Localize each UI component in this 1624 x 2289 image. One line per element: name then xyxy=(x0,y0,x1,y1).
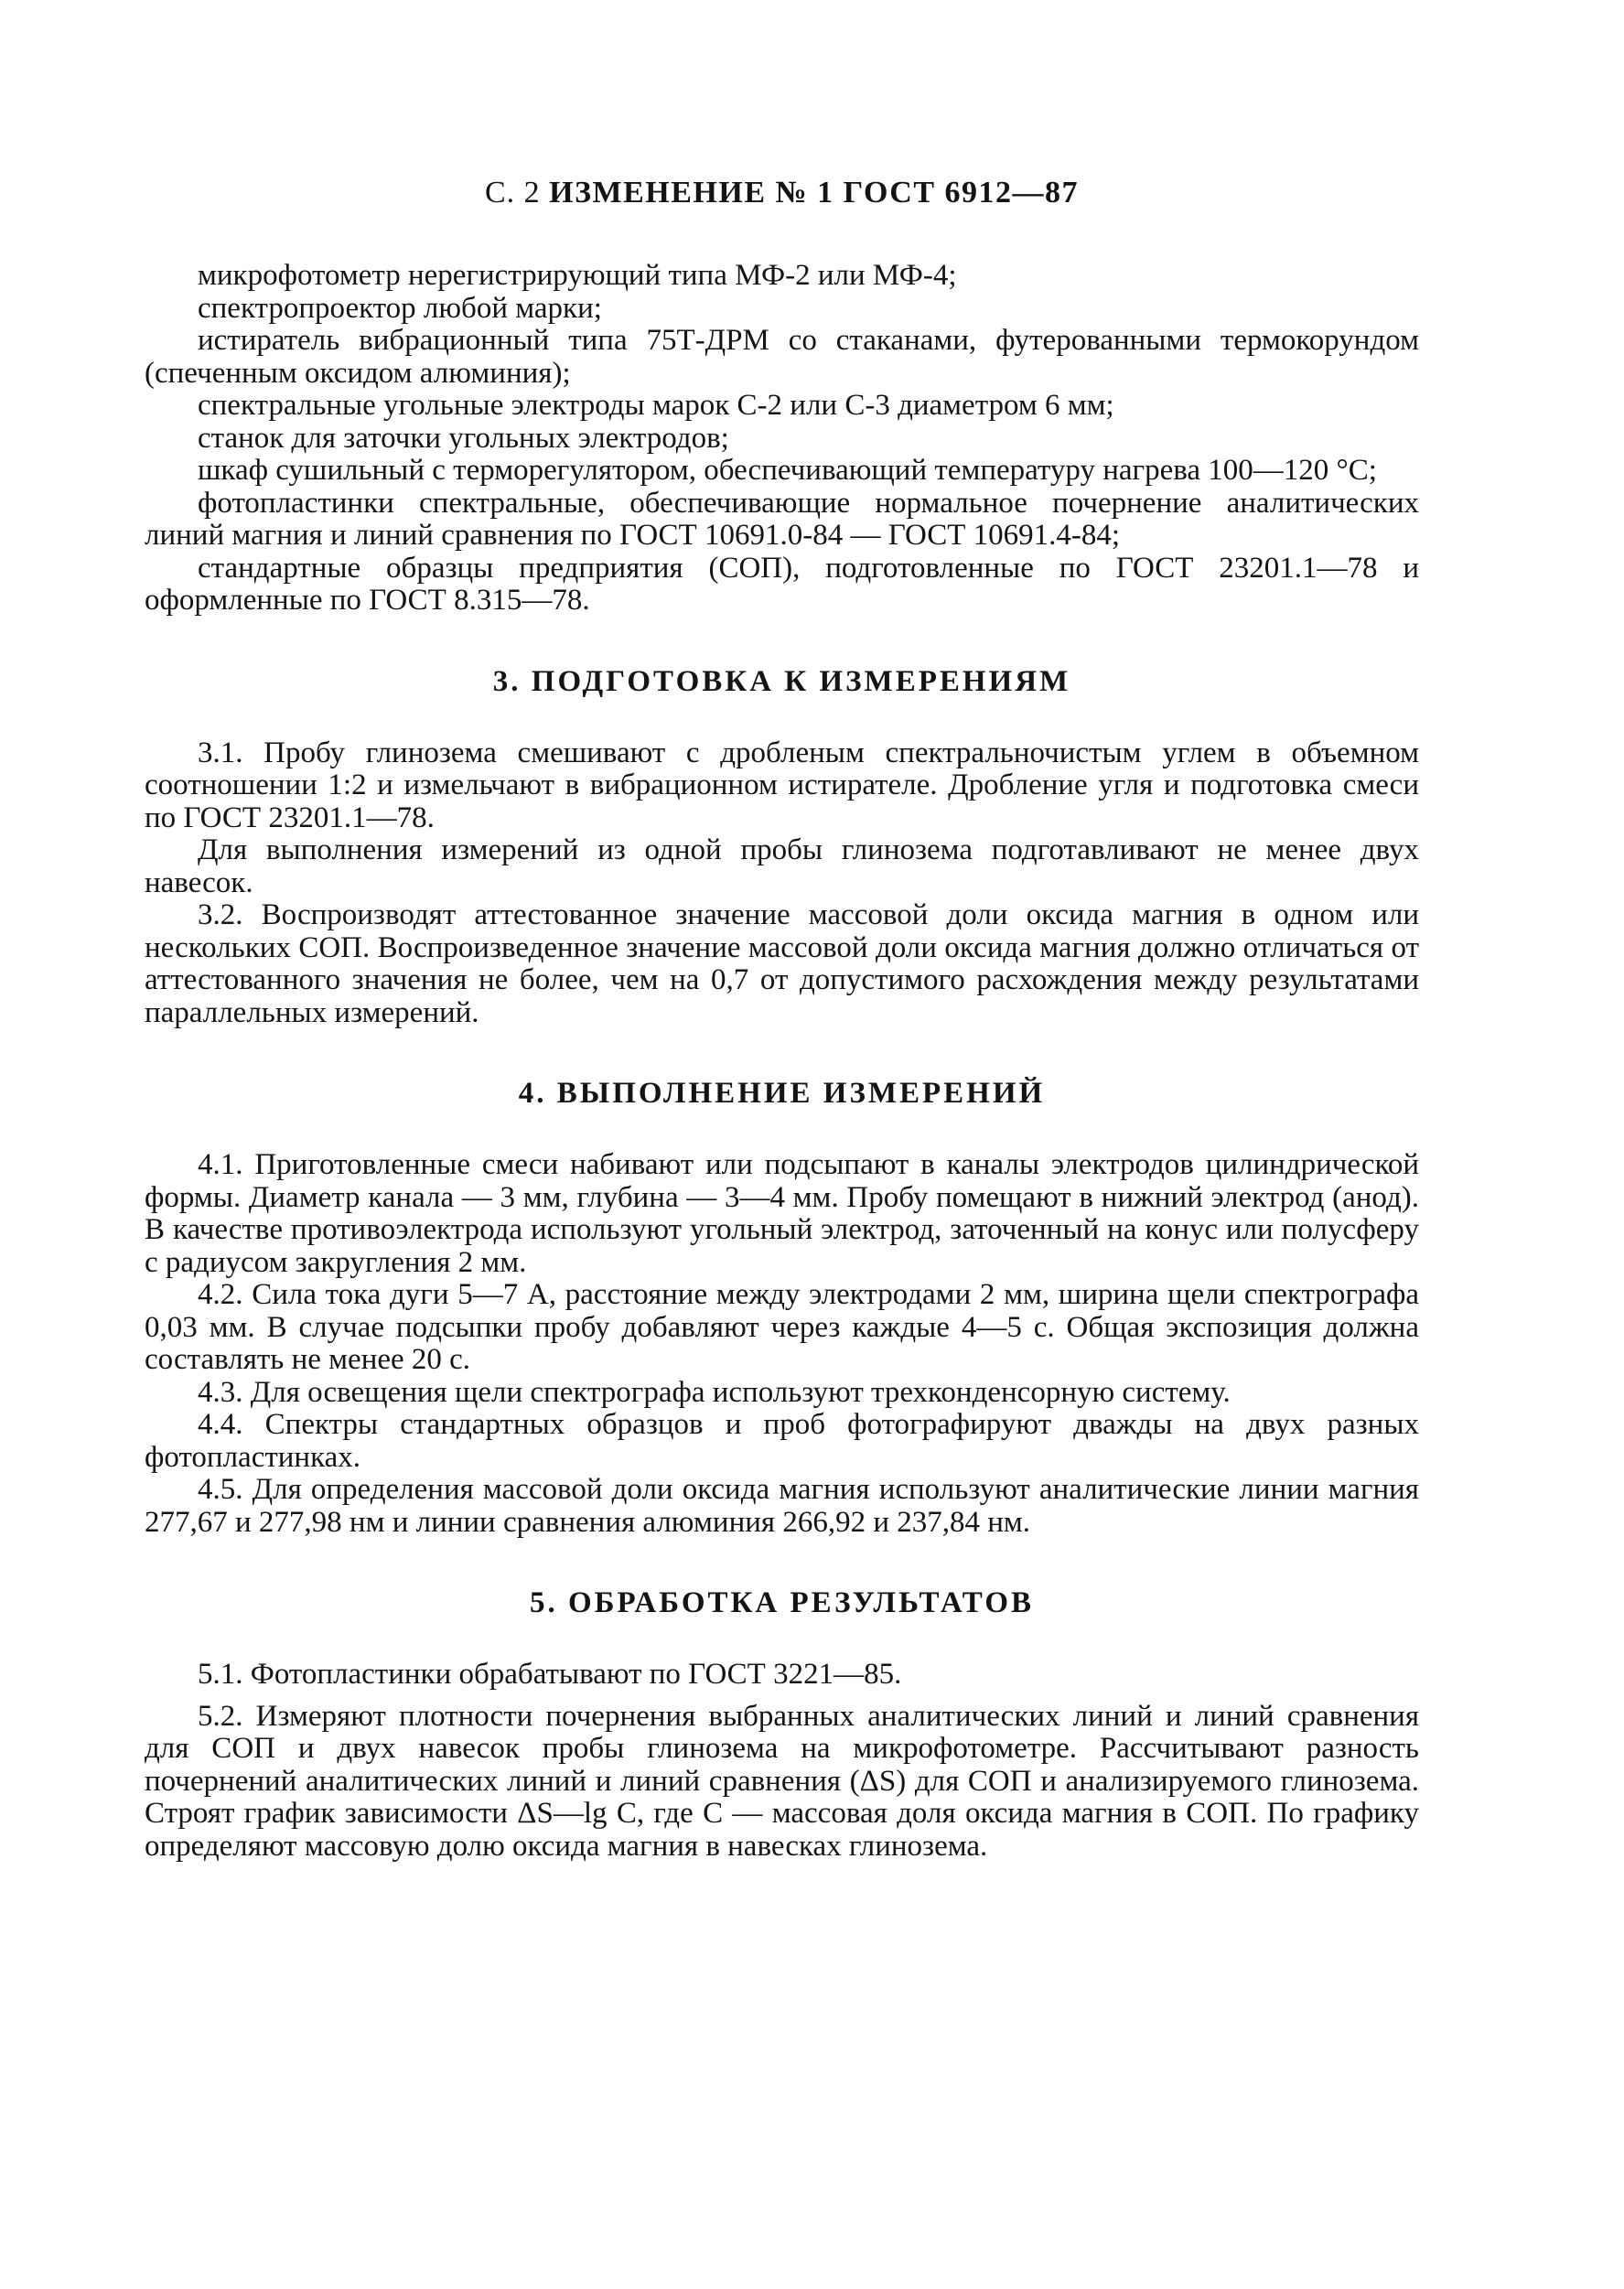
section-4-title: 4. ВЫПОЛНЕНИЕ ИЗМЕРЕНИЙ xyxy=(518,1077,1046,1110)
paragraph-5-2: 5.2. Измеряют плотности почернения выбранных аналитических линий и линий сравнения для СОП и двух навесок пробы глинозема на микрофотометре. Рассчитывают разность почернений аналитических линий и линий сравнения (ΔS) для СОП и анализируемого глинозема. Строят график зависимости ΔS—lg C, где C — массовая доля оксида магния в СОП. По графику определяют массовую долю оксида магния в навесках глинозема. xyxy=(145,1699,1419,1863)
section-3-body xyxy=(145,737,1419,1030)
paragraph-3-1-cont: Для выполнения измерений из одной пробы глинозема подготавливают не менее двух навесок. xyxy=(145,833,1419,899)
paragraph-3-1: 3.1. Пробу глинозема смешивают с дробленым спектральночистым углем в объемном соотношении 1:2 и измельчают в вибрационном истирателе. Дробление угля и подготовка смеси по ГОСТ 23201.1—78. xyxy=(145,736,1419,834)
equipment-item: стандартные образцы предприятия (СОП), подготовленные по ГОСТ 23201.1—78 и оформленные по ГОСТ 8.315—78. xyxy=(145,551,1419,617)
equipment-item: спектропроектор любой марки; xyxy=(198,291,602,325)
section-4-body xyxy=(145,1149,1419,1539)
equipment-item: шкаф сушильный с терморегулятором, обеспечивающий температуру нагрева 100—120 °С; xyxy=(198,454,1377,487)
section-5-title: 5. ОБРАБОТКА РЕЗУЛЬТАТОВ xyxy=(529,1586,1035,1619)
paragraph-4-1: 4.1. Приготовленные смеси набивают или подсыпают в каналы электродов цилиндрической формы. Диаметр канала — 3 мм, глубина — 3—4 мм. Пробу помещают в нижний электрод (анод). В качестве противоэлектрода используют угольный электрод, заточенный на конус или полусферу с радиусом закругления 2 мм. xyxy=(145,1148,1419,1279)
page-content xyxy=(145,176,1419,1863)
equipment-item: истиратель вибрационный типа 75Т-ДРМ со стаканами, футерованными термокорундом (спеченным оксидом алюминия); xyxy=(145,324,1419,390)
section-3-title: 3. ПОДГОТОВКА К ИЗМЕРЕНИЯМ xyxy=(492,664,1071,698)
section-5-body xyxy=(145,1659,1419,1863)
paragraph-4-4: 4.4. Спектры стандартных образцов и проб фотографируют дважды на двух разных фотопластинках. xyxy=(145,1408,1419,1474)
page-reference: С. 2 xyxy=(484,176,541,210)
equipment-item: спектральные угольные электроды марок С-2 или С-3 диаметром 6 мм; xyxy=(198,389,1114,422)
running-header xyxy=(145,176,1419,210)
equipment-item: микрофотометр нерегистрирующий типа МФ-2 или МФ-4; xyxy=(198,259,957,292)
paragraph-4-5: 4.5. Для определения массовой доли оксида магния используют аналитические линии магния 277,67 и 277,98 нм и линии сравнения алюминия 266,92 и 237,84 нм. xyxy=(145,1473,1419,1539)
equipment-item: станок для заточки угольных электродов; xyxy=(198,421,729,455)
paragraph-3-2: 3.2. Воспроизводят аттестованное значение массовой доли оксида магния в одном или нескольких СОП. Воспроизведенное значение массовой доли оксида магния должно отличаться от аттестованного значения не более, чем на 0,7 от допустимого расхождения между результатами параллельных измерений. xyxy=(145,898,1419,1029)
paragraph-5-1: 5.1. Фотопластинки обрабатывают по ГОСТ 3221—85. xyxy=(198,1658,902,1691)
paragraph-4-2: 4.2. Сила тока дуги 5—7 А, расстояние между электродами 2 мм, ширина щели спектрографа 0,03 мм. В случае подсыпки пробу добавляют через каждые 4—5 с. Общая экспозиция должна составлять не менее 20 с. xyxy=(145,1278,1419,1376)
paragraph-4-3: 4.3. Для освещения щели спектрографа используют трехконденсорную систему. xyxy=(198,1375,1231,1409)
header-title: ИЗМЕНЕНИЕ № 1 ГОСТ 6912—87 xyxy=(549,176,1080,210)
equipment-item: фотопластинки спектральные, обеспечивающие нормальное почернение аналитических линий магния и линий сравнения по ГОСТ 10691.0-84 — ГОСТ 10691.4-84; xyxy=(145,486,1419,552)
equipment-list xyxy=(145,260,1419,618)
